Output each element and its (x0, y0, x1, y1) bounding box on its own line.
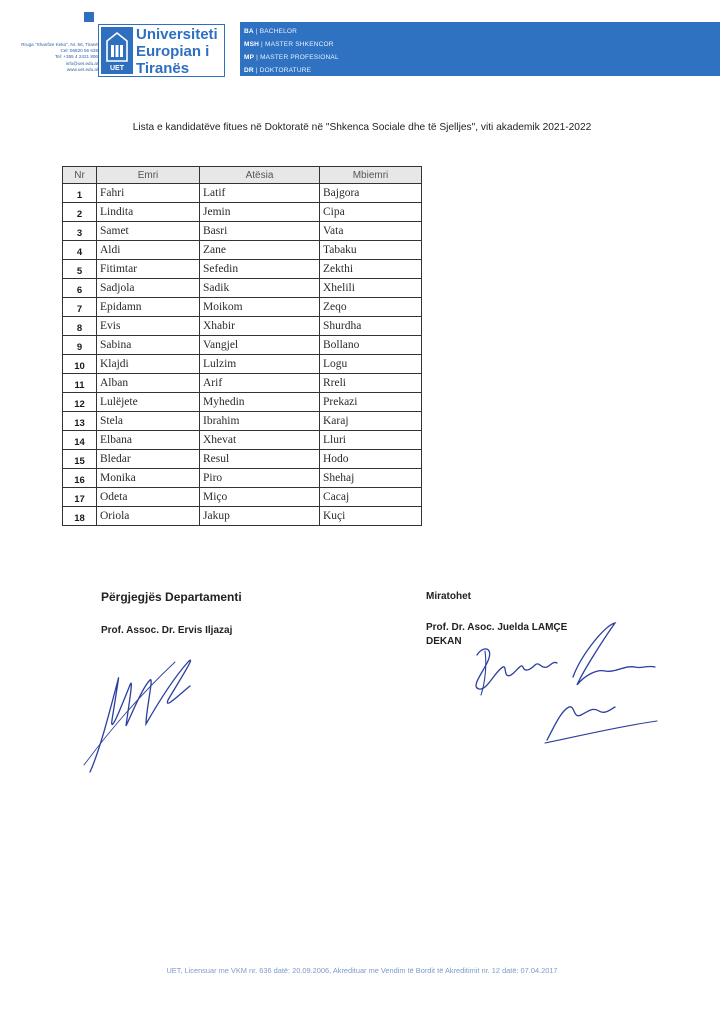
header-nr: Nr (63, 167, 97, 184)
cell-emri: Monika (97, 469, 200, 488)
table-row (63, 393, 422, 412)
table-row (63, 279, 422, 298)
table-row (63, 488, 422, 507)
cell-atesia: Xhevat (200, 431, 320, 450)
cell-atesia: Zane (200, 241, 320, 260)
table-row (63, 431, 422, 450)
cell-emri: Fitimtar (97, 260, 200, 279)
university-name-line: Tiranës (136, 60, 190, 77)
table-row (63, 412, 422, 431)
table-header-row (63, 167, 422, 184)
cell-mbiemri: Xhelili (320, 279, 422, 298)
candidates-table (62, 166, 422, 526)
cell-nr: 10 (63, 355, 97, 374)
header-atesia: Atësia (200, 167, 320, 184)
table-row (63, 374, 422, 393)
cell-nr: 14 (63, 431, 97, 450)
cell-nr: 17 (63, 488, 97, 507)
table-row (63, 317, 422, 336)
degree-label: MASTER SHKENCOR (264, 41, 334, 48)
cell-emri: Odeta (97, 488, 200, 507)
cell-nr: 12 (63, 393, 97, 412)
cell-mbiemri: Bajgora (320, 184, 422, 203)
table-row (63, 355, 422, 374)
cell-mbiemri: Kuçi (320, 507, 422, 526)
cell-mbiemri: Karaj (320, 412, 422, 431)
cell-atesia: Jakup (200, 507, 320, 526)
degree-code: BA (244, 28, 254, 35)
cell-emri: Samet (97, 222, 200, 241)
cell-emri: Elbana (97, 431, 200, 450)
cell-emri: Alban (97, 374, 200, 393)
cell-atesia: Vangjel (200, 336, 320, 355)
university-name-line: Europian i (136, 43, 210, 60)
cell-nr: 7 (63, 298, 97, 317)
cell-nr: 3 (63, 222, 97, 241)
cell-mbiemri: Shurdha (320, 317, 422, 336)
cell-nr: 11 (63, 374, 97, 393)
cell-atesia: Ibrahim (200, 412, 320, 431)
cell-atesia: Piro (200, 469, 320, 488)
cell-mbiemri: Hodo (320, 450, 422, 469)
degree-label: BACHELOR (259, 28, 298, 35)
degree-item: MSH | MASTER SHKENCOR (244, 41, 334, 48)
cell-atesia: Arif (200, 374, 320, 393)
signature-right (465, 615, 665, 750)
degree-band (240, 22, 720, 76)
table-row (63, 469, 422, 488)
address-line: Rruga "Xhanfize Keko", Nr. 56, Tiranë (21, 42, 98, 47)
degree-item: MP | MASTER PROFESIONAL (244, 54, 339, 61)
cell-emri: Sadjola (97, 279, 200, 298)
cell-mbiemri: Lluri (320, 431, 422, 450)
cell-emri: Evis (97, 317, 200, 336)
table-row (63, 507, 422, 526)
cell-mbiemri: Cacaj (320, 488, 422, 507)
address-line: www.uet.edu.al (66, 66, 98, 72)
cell-emri: Sabina (97, 336, 200, 355)
cell-nr: 5 (63, 260, 97, 279)
cell-mbiemri: Tabaku (320, 241, 422, 260)
degree-code: MSH (244, 41, 260, 48)
cell-emri: Stela (97, 412, 200, 431)
degree-code: MP (244, 54, 255, 61)
cell-emri: Lulëjete (97, 393, 200, 412)
cell-atesia: Basri (200, 222, 320, 241)
degree-item: BA | BACHELOR (244, 28, 298, 35)
logo-accent-square (84, 12, 94, 22)
header-emri: Emri (97, 167, 200, 184)
address-line: Cel: 06820 56 638 (60, 48, 98, 54)
document-title: Lista e kandidatëve fitues në Doktoratë në "Shkenca Sociale dhe të Sjelljes", viti akademik 2021-2022 (132, 122, 592, 133)
table-body (63, 184, 422, 526)
accreditation-footer: UET, Licensuar me VKM nr. 636 datë: 20.09.2006, Akredituar me Vendim të Bordit të Akreditimit nr. 12 datë: 07.04.2017 (166, 966, 558, 975)
cell-mbiemri: Zeqo (320, 298, 422, 317)
address-line: info@uet.edu.al (65, 60, 98, 66)
address-block (6, 42, 98, 73)
table-row (63, 203, 422, 222)
cell-atesia: Sadik (200, 279, 320, 298)
cell-atesia: Latif (200, 184, 320, 203)
logo-mark-text: UET (110, 65, 124, 72)
cell-mbiemri: Prekazi (320, 393, 422, 412)
approval-label: Miratohet (426, 591, 471, 602)
cell-mbiemri: Logu (320, 355, 422, 374)
university-crest-icon (101, 27, 133, 74)
cell-nr: 15 (63, 450, 97, 469)
table-row (63, 450, 422, 469)
table-row (63, 222, 422, 241)
table-row (63, 260, 422, 279)
degree-label: MASTER PROFESIONAL (260, 54, 339, 61)
university-name (136, 26, 218, 77)
cell-emri: Lindita (97, 203, 200, 222)
cell-atesia: Jemin (200, 203, 320, 222)
cell-nr: 2 (63, 203, 97, 222)
dean-title: DEKAN (426, 636, 462, 647)
degree-code: DR (244, 67, 254, 74)
cell-mbiemri: Bollano (320, 336, 422, 355)
table-row (63, 184, 422, 203)
signature-left (80, 640, 230, 780)
degree-label: DOKTORATURE (259, 67, 312, 74)
table-row (63, 336, 422, 355)
cell-atesia: Lulzim (200, 355, 320, 374)
university-name-line: Universiteti (136, 26, 218, 43)
cell-atesia: Miço (200, 488, 320, 507)
header-mbiemri: Mbiemri (320, 167, 422, 184)
address-line: Tel: +355 4 2421 806 (54, 54, 98, 60)
cell-mbiemri: Rreli (320, 374, 422, 393)
table-row (63, 298, 422, 317)
department-head-name: Prof. Assoc. Dr. Ervis Iljazaj (101, 625, 233, 636)
cell-mbiemri: Zekthi (320, 260, 422, 279)
cell-nr: 6 (63, 279, 97, 298)
cell-nr: 9 (63, 336, 97, 355)
dean-name: Prof. Dr. Asoc. Juelda LAMÇE (426, 622, 568, 633)
cell-mbiemri: Vata (320, 222, 422, 241)
cell-atesia: Xhabir (200, 317, 320, 336)
cell-emri: Oriola (97, 507, 200, 526)
cell-nr: 4 (63, 241, 97, 260)
cell-atesia: Myhedin (200, 393, 320, 412)
cell-atesia: Sefedin (200, 260, 320, 279)
cell-nr: 8 (63, 317, 97, 336)
cell-emri: Fahri (97, 184, 200, 203)
cell-nr: 16 (63, 469, 97, 488)
cell-emri: Epidamn (97, 298, 200, 317)
degree-item: DR | DOKTORATURE (244, 67, 312, 74)
table-row (63, 241, 422, 260)
department-head-role: Përgjegjës Departamenti (101, 590, 242, 604)
cell-emri: Bledar (97, 450, 200, 469)
cell-emri: Aldi (97, 241, 200, 260)
cell-emri: Klajdi (97, 355, 200, 374)
cell-nr: 1 (63, 184, 97, 203)
cell-mbiemri: Shehaj (320, 469, 422, 488)
cell-nr: 18 (63, 507, 97, 526)
cell-mbiemri: Cipa (320, 203, 422, 222)
cell-atesia: Resul (200, 450, 320, 469)
cell-nr: 13 (63, 412, 97, 431)
cell-atesia: Moikom (200, 298, 320, 317)
